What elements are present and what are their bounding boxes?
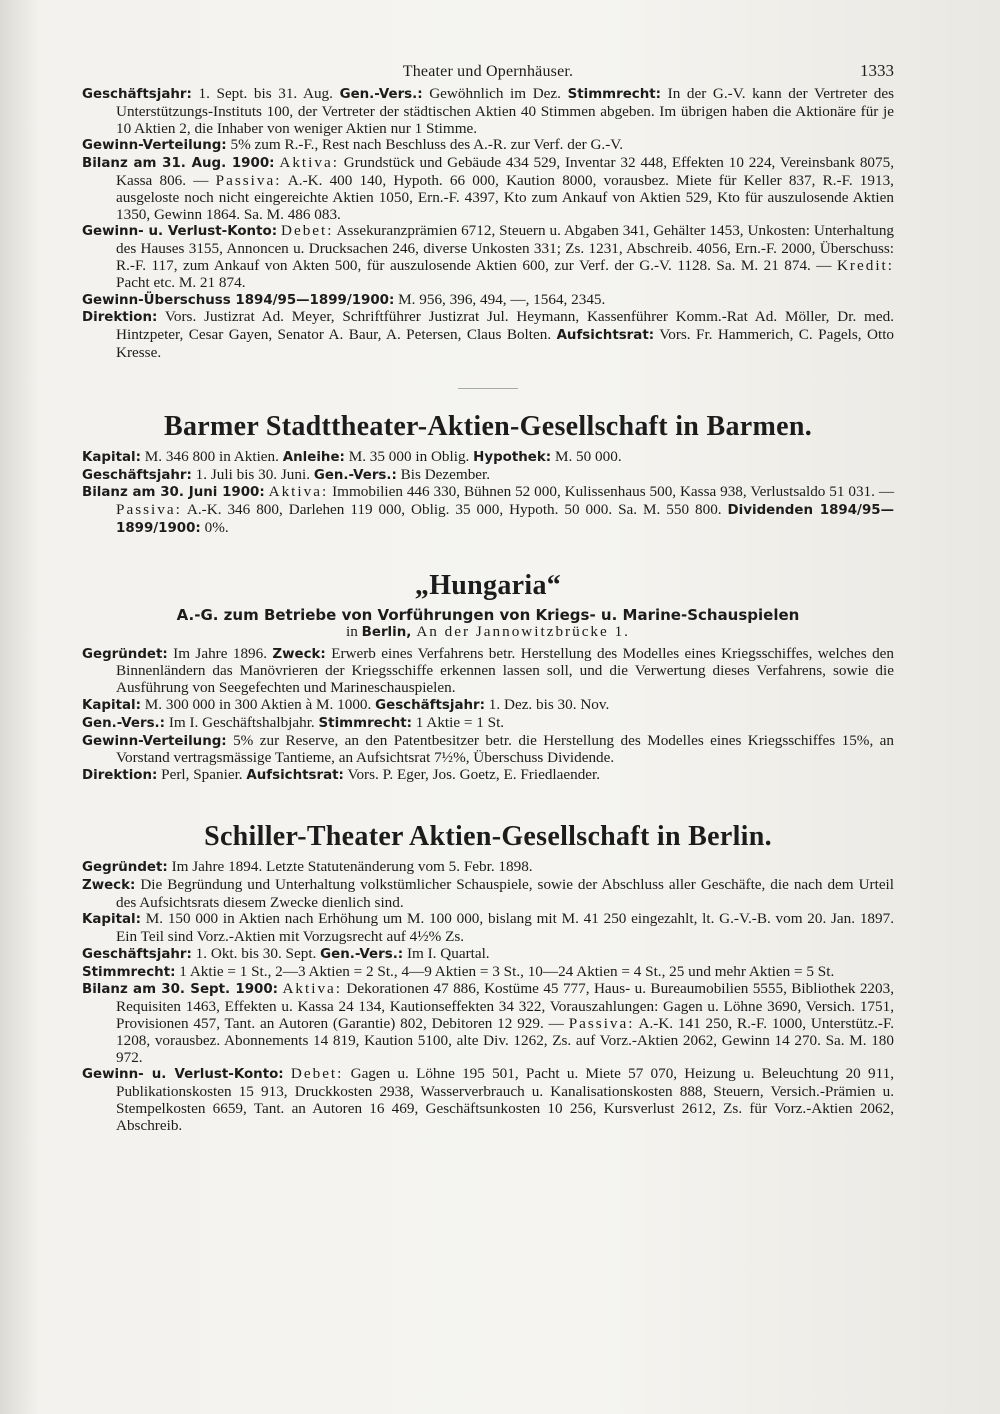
field-text: Vors. Fr. Hammerich, C. Pagels, Otto Kresse. — [116, 326, 895, 361]
entry-paragraph — [82, 946, 894, 964]
field-text: M. 50 000. — [551, 447, 622, 465]
entry-paragraph — [82, 1066, 894, 1134]
field-label: Gen.-Vers.: — [313, 467, 397, 483]
entry-paragraph — [82, 484, 894, 537]
field-text: 0%. — [200, 518, 229, 536]
spacer — [82, 389, 894, 411]
field-label: Stimmrecht: — [567, 87, 662, 102]
field-text: Grundstück und Gebäude 434 529, Inventar 32 448, Effekten 10 224, Vereinsbank 8075, Kassa 806. — — [116, 154, 894, 189]
field-text: Gagen u. Löhne 195 501, Pacht u. Miete 57 070, Heizung u. Beleuchtung 20 911, Publikationskosten 15 913, Druckkosten 2938, Wasserverbrauch u. Kanalisationskosten 888, Steuern, Versich.-Prämien u. Stempelkosten 6659, Tant. an Autoren 16 469, Geschäftsunkosten 10 256, Kursverlust 2612, Zs. für Vorz.-Aktien 2062, Abschreib. — [116, 1065, 894, 1134]
field-text: M. 300 000 in 300 Aktien à M. 1000. — [140, 695, 376, 713]
field-text: 1. Dez. bis 30. Nov. — [485, 695, 610, 713]
company-subtitle: A.-G. zum Betriebe von Vorführungen von Kriegs- u. Marine-Schauspielen — [176, 605, 800, 624]
field-text: Gewöhnlich im Dez. — [422, 85, 568, 102]
entry-paragraph — [82, 964, 894, 982]
entry-paragraph — [82, 223, 894, 291]
field-text — [284, 1065, 291, 1082]
spaced-label: Passiva: — [215, 171, 282, 189]
entry-paragraph — [82, 697, 894, 715]
entry-paragraph — [82, 877, 894, 912]
entry-paragraph — [82, 911, 894, 946]
entry-paragraph — [82, 981, 894, 1066]
field-text: Bis Dezember. — [396, 465, 491, 483]
location-address: An der Jannowitzbrücke 1. — [411, 622, 630, 640]
field-label: Geschäftsjahr: — [375, 697, 485, 713]
entry-paragraph — [82, 292, 894, 310]
field-label: Bilanz am 30. Sept. 1900: — [82, 982, 279, 998]
field-label: Kapital: — [82, 912, 141, 928]
entry-paragraph — [82, 767, 894, 785]
field-label: Gewinn-Verteilung: — [82, 138, 227, 154]
field-text: Pacht etc. M. 21 874. — [116, 273, 246, 291]
field-text: A.-K. 141 250, R.-F. 1000, Unterstütz.-F. 1208, vorausbez. Abonnements 14 819, Kaution 5100, alte Div. 1262, Zs. auf Vorz.-Aktien 2062, Gewinn 14 270. Sa. M. 180 972. — [116, 1015, 895, 1066]
field-label: Bilanz am 30. Juni 1900: — [82, 485, 265, 501]
spaced-label: Passiva: — [568, 1015, 635, 1033]
field-text: Im Jahre 1896. — [167, 644, 273, 662]
running-head-title: Theater und Opernhäuser. — [402, 63, 574, 80]
field-label: Kapital: — [82, 449, 141, 465]
field-text: M. 956, 396, 494, —, 1564, 2345. — [394, 290, 606, 308]
spaced-label: Aktiva: — [268, 483, 329, 501]
field-label: Direktion: — [82, 768, 158, 784]
entry-paragraph — [82, 715, 894, 733]
entry-paragraph — [82, 309, 894, 361]
field-label: Aufsichtsrat: — [246, 768, 344, 784]
field-text: Im I. Quartal. — [403, 944, 490, 962]
field-text: 5% zur Reserve, an den Patentbesitzer betr. die Herstellung des Modelles eines Kriegsschiffes 15%, an Vorstand vertragsmässige Tantieme, an Aufsichtsrat 7½%, Überschuss Dividende. — [116, 731, 894, 767]
page-content — [82, 58, 894, 1135]
spaced-label: Passiva: — [116, 501, 182, 519]
field-label: Geschäftsjahr: — [82, 87, 192, 102]
field-text: 1 Aktie = 1 St. — [412, 713, 505, 731]
field-label: Anleihe: — [282, 449, 345, 465]
field-text: M. 346 800 in Aktien. — [140, 447, 283, 465]
field-label: Gewinn-Überschuss 1894/95—1899/1900: — [82, 292, 395, 308]
field-label: Gewinn- u. Verlust-Konto: — [82, 1067, 284, 1083]
entry-paragraph — [82, 859, 894, 877]
field-text: Erwerb eines Verfahrens betr. Herstellung des Modelles eines Kriegsschiffes, welches den Binnenländern das Manövrieren der Kriegsschiffe erkennen lassen soll, und die Verwertung dieses Verfahrens, sowie die Ausführung von Seegefechten und Marineschauspielen. — [116, 644, 894, 697]
field-text: Immobilien 446 330, Bühnen 52 000, Kulissenhaus 500, Kassa 938, Verlustsaldo 51 031. — — [328, 483, 895, 501]
spaced-label: Kredit: — [836, 256, 894, 274]
entry-paragraph — [82, 733, 894, 768]
location-city: Berlin, — [361, 624, 412, 640]
field-text: 1. Sept. bis 31. Aug. — [191, 85, 340, 102]
field-label: Geschäftsjahr: — [82, 467, 192, 483]
field-label: Aufsichtsrat: — [556, 328, 655, 344]
company-location — [82, 624, 894, 642]
field-label: Hypothek: — [473, 449, 552, 465]
entry-paragraph — [82, 467, 894, 485]
field-text: 1. Juli bis 30. Juni. — [191, 465, 314, 483]
field-text: 1 Aktie = 1 St., 2—3 Aktien = 2 St., 4—9 Aktien = 3 St., 10—24 Aktien = 4 St., 25 und mehr Aktien = 5 St. — [175, 962, 835, 980]
field-label: Zweck: — [82, 877, 136, 893]
entry-paragraph — [82, 155, 894, 223]
entry-paragraph — [82, 86, 894, 137]
field-text: 1. Okt. bis 30. Sept. — [191, 944, 321, 962]
field-text: Die Begründung und Unterhaltung volkstümlicher Schauspiele, sowie der Abschluss aller Geschäfte, die nach dem Urteil des Aufsichtsrats diesem Zwecke dienlich sind. — [116, 875, 894, 911]
field-text: A.-K. 400 140, Hypoth. 66 000, Kaution 8000, vorausbez. Miete für Keller 837, R.-F. 1913, ausgeloste noch nicht eingereichte Aktien 1050, Ern.-F. 4397, Kto zum Ankauf von Aktien 529, Kto für auszulosende Aktien 1350, Gewinn 1864. Sa. M. 486 083. — [116, 171, 894, 223]
field-label: Stimmrecht: — [318, 715, 412, 731]
entry-paragraph — [82, 646, 894, 697]
field-text: Vors. Justizrat Ad. Meyer, Schriftführer Justizrat Jul. Heymann, Kassenführer Komm.-Rat Ad. Möller, Dr. med. Hintzpeter, Cesar Gayen, Senator A. Baur, A. Petersen, Claus Bolten. — [116, 308, 894, 344]
field-text: 5% zum R.-F., Rest nach Beschluss des A.-R. zur Verf. der G.-V. — [226, 136, 624, 154]
spacer — [82, 785, 894, 821]
field-text: Perl, Spanier. — [157, 766, 247, 784]
field-label: Gewinn-Verteilung: — [82, 733, 227, 749]
page-number: 1333 — [860, 61, 894, 80]
company-title-hungaria: „Hungaria“ — [414, 569, 562, 601]
field-label: Direktion: — [82, 310, 158, 326]
field-text: Assekuranzprämien 6712, Steuern u. Abgaben 341, Gehälter 1453, Unkosten: Unterhaltung des Hauses 3155, Annoncen u. Drucksachen 246, diverse Unkosten 331; Zs. 1231, Abschreib. 4056, Ern.-F. 2000, Überschuss: R.-F. 117, zum Ankauf von Akten 500, für auszulosende Aktien 600, zur Verf. der G.-V. 1128. Sa. M. 21 874. — — [116, 222, 894, 274]
field-label: Gegründet: — [82, 859, 168, 875]
spacer — [82, 362, 894, 388]
field-label: Gen.-Vers.: — [339, 87, 423, 102]
field-text: M. 35 000 in Oblig. — [344, 447, 474, 465]
field-text: M. 150 000 in Aktien nach Erhöhung um M. 100 000, bislang mit M. 41 250 eingezahlt, lt. G.-V.-B. vom 20. Jan. 1897. Ein Teil sind Vorz.-Aktien mit Vorzugsrecht auf 4½% Zs. — [116, 910, 894, 946]
field-label: Geschäftsjahr: — [82, 946, 192, 962]
entry-paragraph — [82, 137, 894, 155]
field-label: Bilanz am 31. Aug. 1900: — [82, 156, 275, 172]
company-title-schiller: Schiller-Theater Aktien-Gesellschaft in Berlin. — [204, 820, 772, 852]
field-text: Dekorationen 47 886, Kostüme 45 777, Haus- u. Bureaumobilien 5555, Bibliothek 2203, Requisiten 1463, Effekten u. Kassa 24 134, Kautionseffekten 34 322, Vorauszahlungen: Gagen u. Löhne 3690, Versich. 1751, Provisionen 457, Tant. an Autoren (Garantie) 802, Debitoren 12 929. — — [116, 980, 895, 1033]
field-text: Vors. P. Eger, Jos. Goetz, E. Friedlaender. — [343, 766, 601, 784]
spaced-label: Aktiva: — [279, 154, 339, 172]
company-title-barmer: Barmer Stadttheater-Aktien-Gesellschaft in Barmen. — [164, 410, 812, 442]
entry-paragraph — [82, 449, 894, 467]
field-label: Gegründet: — [82, 646, 168, 662]
field-text: A.-K. 346 800, Darlehen 119 000, Oblig. 35 000, Hypoth. 50 000. Sa. M. 550 800. — [181, 501, 728, 519]
spaced-label: Debet: — [290, 1065, 344, 1083]
field-label: Gen.-Vers.: — [320, 946, 404, 962]
field-label: Dividenden 1894/95—1899/1900: — [116, 503, 894, 536]
field-label: Kapital: — [82, 697, 141, 713]
field-label: Zweck: — [272, 646, 326, 662]
field-text: In der G.-V. kann der Vertreter des Unterstützungs-Instituts 100, der Vertreter der städtischen Aktien 40 Stimmen abgeben. Im übrigen haben die Aktionäre für je 10 Aktien 2, die Inhaber von weniger Aktien nur 1 Stimme. — [116, 85, 894, 137]
field-text: Im Jahre 1894. Letzte Statutenänderung vom 5. Febr. 1898. — [167, 857, 533, 875]
field-label: Gewinn- u. Verlust-Konto: — [82, 224, 278, 240]
running-head — [82, 58, 894, 86]
spacer — [82, 538, 894, 570]
spaced-label: Debet: — [280, 222, 334, 240]
field-label: Stimmrecht: — [82, 964, 176, 980]
location-prefix: in — [346, 622, 362, 640]
field-label: Gen.-Vers.: — [82, 715, 166, 731]
spaced-label: Aktiva: — [282, 980, 342, 998]
field-text: Im I. Geschäftshalbjahr. — [165, 713, 319, 731]
